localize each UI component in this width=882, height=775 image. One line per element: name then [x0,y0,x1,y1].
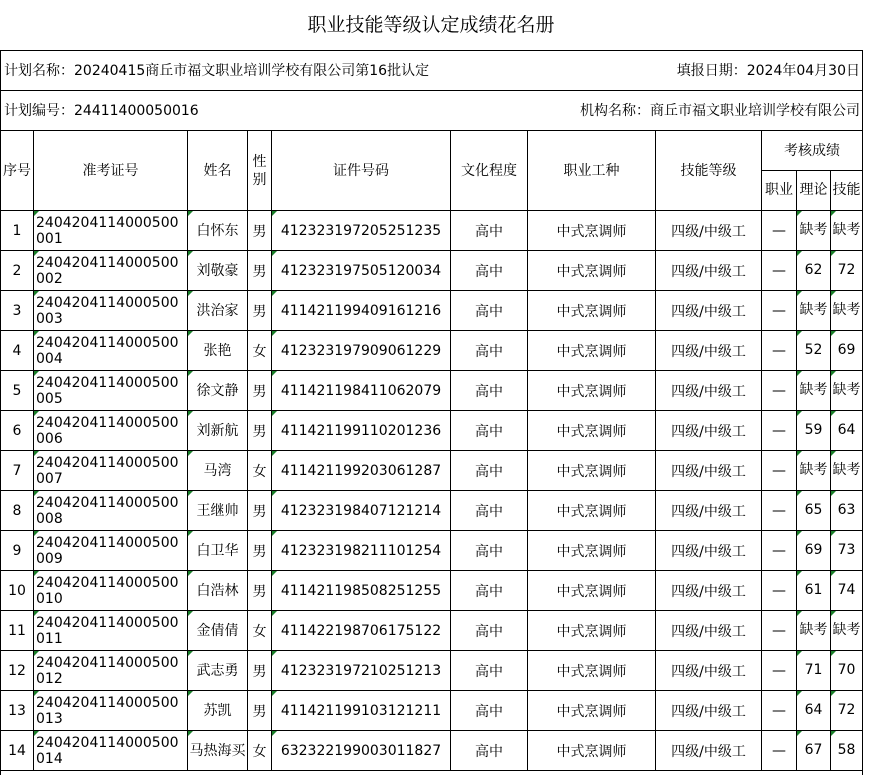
cell-ticket: 2404204114000500002 [34,251,188,291]
col-edu-header: 文化程度 [451,131,528,211]
cell-job: 中式烹调师 [528,491,656,531]
cell-education: 高中 [451,691,528,731]
cell-seq: 9 [1,531,34,571]
cell-education: 高中 [451,571,528,611]
cell-level: 四级/中级工 [656,731,762,771]
cell-job: 中式烹调师 [528,691,656,731]
cell-level: 四级/中级工 [656,571,762,611]
cell-job: 中式烹调师 [528,291,656,331]
cell-education: 高中 [451,531,528,571]
cell-level: 四级/中级工 [656,411,762,451]
table-row [1,291,863,331]
table-row [1,571,863,611]
cell-job: 中式烹调师 [528,211,656,251]
cell-level: 四级/中级工 [656,211,762,251]
cell-id-number: 411421199103121211 [272,691,451,731]
cell-gender: 女 [248,611,272,651]
cell-job: 中式烹调师 [528,331,656,371]
table-row [1,691,863,731]
cell-education: 高中 [451,291,528,331]
cell-name: 白卫华 [188,531,248,571]
cell-name: 马湾 [188,451,248,491]
meta-row-plan [0,50,862,90]
col-score-skill-header: 技能 [831,171,863,211]
cell-id-number: 411421199110201236 [272,411,451,451]
cell-seq: 6 [1,411,34,451]
cell-level: 四级/中级工 [656,331,762,371]
cell-score-theory: 59 [797,411,831,451]
cell-seq: 14 [1,731,34,771]
cell-id-number: 412323197505120034 [272,251,451,291]
cell-level: 四级/中级工 [656,251,762,291]
col-level-header: 技能等级 [656,131,762,211]
cell-job: 中式烹调师 [528,571,656,611]
cell-name: 洪治家 [188,291,248,331]
cell-gender: 男 [248,291,272,331]
cell-name: 白怀东 [188,211,248,251]
cell-name: 徐文静 [188,371,248,411]
cell-seq: 11 [1,611,34,651]
cell-level: 四级/中级工 [656,611,762,651]
fill-date: 填报日期：2024年04月30日 [676,63,860,79]
cell-level: 四级/中级工 [656,371,762,411]
table-row [1,731,863,771]
cell-job: 中式烹调师 [528,251,656,291]
cell-score-skill: 缺考 [831,611,863,651]
cell-level: 四级/中级工 [656,651,762,691]
cell-ticket: 2404204114000500012 [34,651,188,691]
cell-job: 中式烹调师 [528,611,656,651]
cell-gender: 女 [248,731,272,771]
col-score-job-header: 职业 [762,171,797,211]
cell-gender: 男 [248,691,272,731]
cell-id-number: 412323197909061229 [272,331,451,371]
cell-gender: 男 [248,371,272,411]
cell-job: 中式烹调师 [528,651,656,691]
cell-name: 金倩倩 [188,611,248,651]
col-id-header: 证件号码 [272,131,451,211]
table-row [1,531,863,571]
cell-id-number: 411421199409161216 [272,291,451,331]
cell-score-skill: 缺考 [831,451,863,491]
cell-name: 刘新航 [188,411,248,451]
cell-score-theory: 71 [797,651,831,691]
cell-name: 苏凯 [188,691,248,731]
col-gender-header: 性别 [248,131,272,211]
cell-score-skill: 72 [831,251,863,291]
cell-score-job: — [762,651,797,691]
cell-id-number: 412323197205251235 [272,211,451,251]
cell-score-theory: 64 [797,691,831,731]
cell-ticket: 2404204114000500009 [34,531,188,571]
cell-education: 高中 [451,411,528,451]
cell-id-number: 412323198407121214 [272,491,451,531]
cell-gender: 女 [248,331,272,371]
cell-id-number: 411421198508251255 [272,571,451,611]
cell-score-job: — [762,731,797,771]
cell-ticket: 2404204114000500010 [34,571,188,611]
meta-row-org [0,90,862,130]
cell-score-skill: 74 [831,571,863,611]
cell-score-job: — [762,371,797,411]
cell-score-skill: 58 [831,731,863,771]
cell-ticket: 2404204114000500014 [34,731,188,771]
cell-score-skill: 73 [831,531,863,571]
cell-education: 高中 [451,251,528,291]
cell-score-skill: 63 [831,491,863,531]
col-name-header: 姓名 [188,131,248,211]
page-title: 职业技能等级认定成绩花名册 [307,14,555,36]
header-row [1,131,863,171]
cell-gender: 男 [248,411,272,451]
table-row [1,611,863,651]
cell-ticket: 2404204114000500007 [34,451,188,491]
cell-seq: 2 [1,251,34,291]
cell-score-job: — [762,611,797,651]
cell-name: 张艳 [188,331,248,371]
cell-education: 高中 [451,491,528,531]
cell-education: 高中 [451,731,528,771]
cell-education: 高中 [451,611,528,651]
cell-seq: 13 [1,691,34,731]
cell-level: 四级/中级工 [656,451,762,491]
cell-job: 中式烹调师 [528,451,656,491]
cell-ticket: 2404204114000500001 [34,211,188,251]
cell-gender: 女 [248,451,272,491]
cell-gender: 男 [248,571,272,611]
table-row [1,251,863,291]
cell-id-number: 632322199003011827 [272,731,451,771]
cell-id-number: 412323197210251213 [272,651,451,691]
cell-gender: 男 [248,251,272,291]
cell-level: 四级/中级工 [656,491,762,531]
cell-ticket: 2404204114000500006 [34,411,188,451]
table-row [1,651,863,691]
cell-id-number: 412323198211101254 [272,531,451,571]
col-scores-header: 考核成绩 [762,131,863,171]
cell-score-theory: 65 [797,491,831,531]
cell-ticket: 2404204114000500011 [34,611,188,651]
cell-seq: 12 [1,651,34,691]
cell-seq: 4 [1,331,34,371]
cell-id-number: 411422198706175122 [272,611,451,651]
cell-seq: 7 [1,451,34,491]
cell-name: 王继帅 [188,491,248,531]
cell-level: 四级/中级工 [656,291,762,331]
cell-name: 白浩林 [188,571,248,611]
cell-score-job: — [762,211,797,251]
table-row [1,451,863,491]
cell-seq: 8 [1,491,34,531]
col-job-header: 职业工种 [528,131,656,211]
cell-gender: 男 [248,531,272,571]
cell-score-skill: 69 [831,331,863,371]
cell-seq: 3 [1,291,34,331]
cell-gender: 男 [248,491,272,531]
cell-job: 中式烹调师 [528,411,656,451]
cell-seq: 10 [1,571,34,611]
cell-score-skill: 64 [831,411,863,451]
org-name: 机构名称：商丘市福文职业培训学校有限公司 [580,103,860,119]
cell-education: 高中 [451,451,528,491]
cell-score-job: — [762,251,797,291]
cell-job: 中式烹调师 [528,731,656,771]
table-row [1,331,863,371]
cell-score-job: — [762,411,797,451]
cell-score-theory: 缺考 [797,451,831,491]
cell-score-job: — [762,531,797,571]
table-row [1,211,863,251]
cell-gender: 男 [248,211,272,251]
cell-education: 高中 [451,211,528,251]
cell-score-theory: 缺考 [797,291,831,331]
table-row [1,371,863,411]
cell-name: 武志勇 [188,651,248,691]
cell-ticket: 2404204114000500005 [34,371,188,411]
cell-score-skill: 缺考 [831,291,863,331]
cell-score-skill: 72 [831,691,863,731]
cell-id-number: 411421198411062079 [272,371,451,411]
cell-ticket: 2404204114000500003 [34,291,188,331]
cell-score-job: — [762,291,797,331]
cell-ticket: 2404204114000500013 [34,691,188,731]
cell-job: 中式烹调师 [528,371,656,411]
plan-number: 计划编号：24411400050016 [4,103,199,119]
cell-score-theory: 61 [797,571,831,611]
cell-score-job: — [762,571,797,611]
col-ticket-header: 准考证号 [34,131,188,211]
cell-education: 高中 [451,651,528,691]
cell-seq: 5 [1,371,34,411]
cell-score-theory: 缺考 [797,211,831,251]
cell-score-theory: 缺考 [797,371,831,411]
cell-score-theory: 67 [797,731,831,771]
cell-gender: 男 [248,651,272,691]
cell-score-job: — [762,491,797,531]
cell-name: 刘敬豪 [188,251,248,291]
cell-level: 四级/中级工 [656,531,762,571]
cell-level: 四级/中级工 [656,691,762,731]
plan-name: 计划名称：20240415商丘市福文职业培训学校有限公司第16批认定 [4,63,430,79]
col-score-theory-header: 理论 [797,171,831,211]
cell-score-theory: 62 [797,251,831,291]
table-row [1,491,863,531]
cell-job: 中式烹调师 [528,531,656,571]
cell-score-theory: 52 [797,331,831,371]
cell-score-skill: 缺考 [831,371,863,411]
cell-score-job: — [762,331,797,371]
cell-score-skill: 缺考 [831,211,863,251]
cell-seq: 1 [1,211,34,251]
cell-ticket: 2404204114000500004 [34,331,188,371]
cell-score-job: — [762,451,797,491]
cell-score-skill: 70 [831,651,863,691]
cell-ticket: 2404204114000500008 [34,491,188,531]
cell-name: 马热海买 [188,731,248,771]
cell-score-theory: 69 [797,531,831,571]
cell-education: 高中 [451,371,528,411]
cell-education: 高中 [451,331,528,371]
cell-id-number: 411421199203061287 [272,451,451,491]
score-table [0,130,863,771]
cell-score-theory: 缺考 [797,611,831,651]
cell-score-job: — [762,691,797,731]
col-seq-header: 序号 [1,131,34,211]
table-row [1,411,863,451]
